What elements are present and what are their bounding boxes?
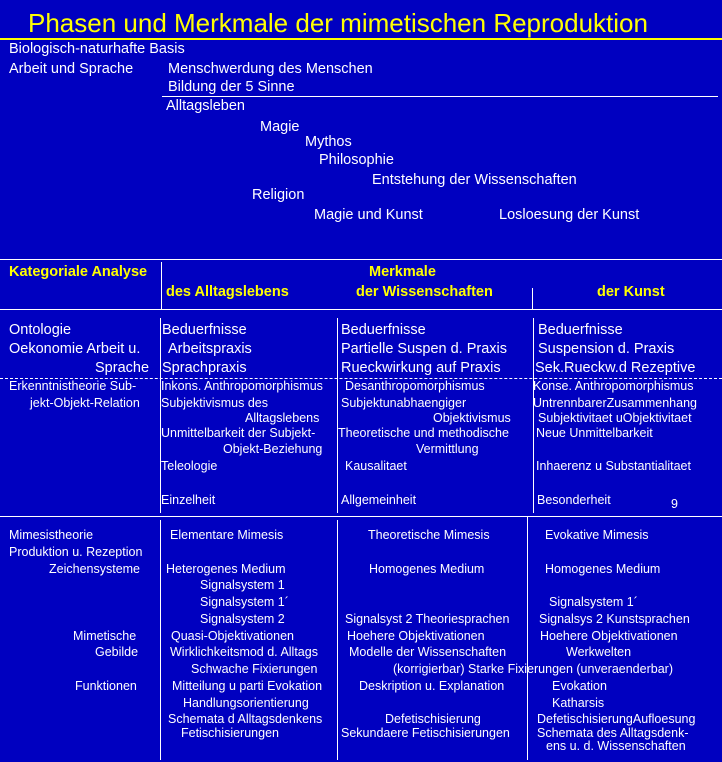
zeichensysteme-label: Zeichensysteme bbox=[49, 562, 141, 576]
magie-kunst-label: Magie und Kunst bbox=[314, 207, 423, 223]
menschwerdung-label: Menschwerdung des Menschen bbox=[168, 61, 373, 77]
mythos-label: Mythos bbox=[305, 134, 352, 150]
column-line bbox=[160, 520, 161, 760]
column-line bbox=[533, 318, 534, 513]
losloesung-label: Losloesung der Kunst bbox=[499, 207, 640, 223]
c3-sig1b: Signalsystem 1´ bbox=[549, 595, 638, 609]
erkenntnis-label: Erkenntnistheorie Sub- bbox=[9, 379, 137, 393]
c1-quasi: Quasi-Objektivationen bbox=[171, 629, 294, 643]
c2-sig: Signalsyst 2 Theoriesprachen bbox=[345, 612, 510, 626]
c2-a: Desanthropomorphismus bbox=[345, 379, 485, 393]
c2-mimesis: Theoretische Mimesis bbox=[368, 528, 490, 542]
title-underline bbox=[0, 38, 722, 40]
c3-werkwelten: Werkwelten bbox=[566, 645, 632, 659]
c2-r3: Rueckwirkung auf Praxis bbox=[341, 360, 501, 376]
col-wissenschaft-heading: der Wissenschaften bbox=[356, 284, 493, 300]
ontologie-label: Ontologie bbox=[9, 322, 72, 338]
c1-wirk: Wirklichkeitsmod d. Alltags bbox=[170, 645, 318, 659]
alltagsleben-label: Alltagsleben bbox=[166, 98, 245, 114]
col-alltag-heading: des Alltagslebens bbox=[166, 284, 289, 300]
c3-d: Neue Unmittelbarkeit bbox=[536, 426, 653, 440]
merkmale-heading: Merkmale bbox=[369, 264, 436, 280]
c2-d: Theoretische und methodische bbox=[338, 426, 509, 440]
c3-schemata: Schemata des Alltagsdenk- bbox=[537, 726, 689, 740]
philosophie-label: Philosophie bbox=[319, 152, 394, 168]
c2-deskription: Deskription u. Explanation bbox=[359, 679, 505, 693]
c3-hoehere: Hoehere Objektivationen bbox=[540, 629, 678, 643]
c3-schemata2: ens u. d. Wissenschaften bbox=[546, 739, 686, 753]
c3-mimesis: Evokative Mimesis bbox=[545, 528, 649, 542]
c2-e: Vermittlung bbox=[416, 442, 479, 456]
sprache-label: Sprache bbox=[95, 360, 150, 376]
kategoriale-heading: Kategoriale Analyse bbox=[9, 264, 148, 280]
magie-label: Magie bbox=[260, 119, 300, 135]
c3-sig2: Signalsys 2 Kunstsprachen bbox=[539, 612, 690, 626]
c3-r2: Suspension d. Praxis bbox=[538, 341, 675, 357]
c1-r2: Arbeitspraxis bbox=[168, 341, 252, 357]
column-line bbox=[160, 318, 161, 513]
c1-r1: Beduerfnisse bbox=[162, 322, 247, 338]
c2-f: Kausalitaet bbox=[345, 459, 407, 473]
c3-r1: Beduerfnisse bbox=[538, 322, 623, 338]
gebilde-label: Gebilde bbox=[95, 645, 139, 659]
entstehung-label: Entstehung der Wissenschaften bbox=[372, 172, 577, 188]
section-divider bbox=[0, 259, 722, 260]
funktionen-label: Funktionen bbox=[75, 679, 137, 693]
c1-schemata: Schemata d Alltagsdenkens bbox=[168, 712, 323, 726]
column-line bbox=[527, 516, 528, 760]
c2-defet: Defetischisierung bbox=[385, 712, 481, 726]
c2-hoehere: Hoehere Objektivationen bbox=[347, 629, 485, 643]
c1-sig1: Signalsystem 1 bbox=[200, 578, 285, 592]
c1-handlung: Handlungsorientierung bbox=[183, 696, 309, 710]
c1-a: Inkons. Anthropomorphismus bbox=[161, 379, 323, 393]
c3-f: Inhaerenz u Substantialitaet bbox=[536, 459, 691, 473]
section-divider bbox=[0, 309, 722, 310]
column-line bbox=[532, 288, 533, 310]
c2-medium: Homogenes Medium bbox=[369, 562, 485, 576]
divider-line bbox=[162, 96, 718, 97]
page-title: Phasen und Merkmale der mimetischen Reproduktion bbox=[28, 8, 648, 38]
sinne-label: Bildung der 5 Sinne bbox=[168, 79, 295, 95]
oekonomie-label: Oekonomie Arbeit u. bbox=[9, 341, 141, 357]
produktion-label: Produktion u. Rezeption bbox=[9, 545, 143, 559]
c1-d: Unmittelbarkeit der Subjekt- bbox=[161, 426, 316, 440]
c3-g: Besonderheit bbox=[537, 493, 611, 507]
c1-medium: Heterogenes Medium bbox=[166, 562, 286, 576]
c1-sig2: Signalsystem 2 bbox=[200, 612, 285, 626]
c3-a: Konse. Anthropomorphismus bbox=[533, 379, 694, 393]
c1-r3: Sprachpraxis bbox=[162, 360, 247, 376]
column-line bbox=[161, 262, 162, 310]
c1-f: Teleologie bbox=[161, 459, 218, 473]
c2-r2: Partielle Suspen d. Praxis bbox=[341, 341, 508, 357]
c1-sig1b: Signalsystem 1´ bbox=[200, 595, 289, 609]
c2-g: Allgemeinheit bbox=[341, 493, 417, 507]
c1-fetisch: Fetischisierungen bbox=[181, 726, 279, 740]
c1-b: Subjektivismus des bbox=[161, 396, 268, 410]
c1-c: Alltagslebens bbox=[245, 411, 320, 425]
col-kunst-heading: der Kunst bbox=[597, 284, 665, 300]
page-number: 9 bbox=[671, 497, 678, 511]
c2-sek: Sekundaere Fetischisierungen bbox=[341, 726, 510, 740]
c3-c: Subjektivitaet uObjektivitaet bbox=[538, 411, 692, 425]
c1-g: Einzelheit bbox=[161, 493, 216, 507]
c2-modelle: Modelle der Wissenschaften bbox=[349, 645, 507, 659]
basis-label: Biologisch-naturhafte Basis bbox=[9, 41, 185, 57]
c2-r1: Beduerfnisse bbox=[341, 322, 426, 338]
c1-e: Objekt-Beziehung bbox=[223, 442, 323, 456]
c3-katharsis: Katharsis bbox=[552, 696, 605, 710]
c3-b: UntrennbarerZusammenhang bbox=[533, 396, 697, 410]
section-divider bbox=[0, 516, 722, 517]
c1-schwach: Schwache Fixierungen bbox=[191, 662, 318, 676]
c1-mimesis: Elementare Mimesis bbox=[170, 528, 284, 542]
column-line bbox=[337, 520, 338, 760]
c1-mitteilung: Mitteilung u parti Evokation bbox=[172, 679, 323, 693]
c2-stark: (korrigierbar) Starke Fixierungen (unveraenderbar) bbox=[393, 662, 673, 676]
c3-medium: Homogenes Medium bbox=[545, 562, 661, 576]
c3-evokation: Evokation bbox=[552, 679, 607, 693]
c3-r3: Sek.Rueckw.d Rezeptive bbox=[535, 360, 696, 376]
subjekt-objekt-label: jekt-Objekt-Relation bbox=[30, 396, 140, 410]
c2-b: Subjektunabhaengiger bbox=[341, 396, 467, 410]
mimetische-label: Mimetische bbox=[73, 629, 137, 643]
mimesistheorie-label: Mimesistheorie bbox=[9, 528, 94, 542]
c3-defet: DefetischisierungAufloesung bbox=[537, 712, 696, 726]
column-line bbox=[337, 318, 338, 513]
c2-c: Objektivismus bbox=[433, 411, 511, 425]
religion-label: Religion bbox=[252, 187, 305, 203]
arbeit-label: Arbeit und Sprache bbox=[9, 61, 134, 77]
